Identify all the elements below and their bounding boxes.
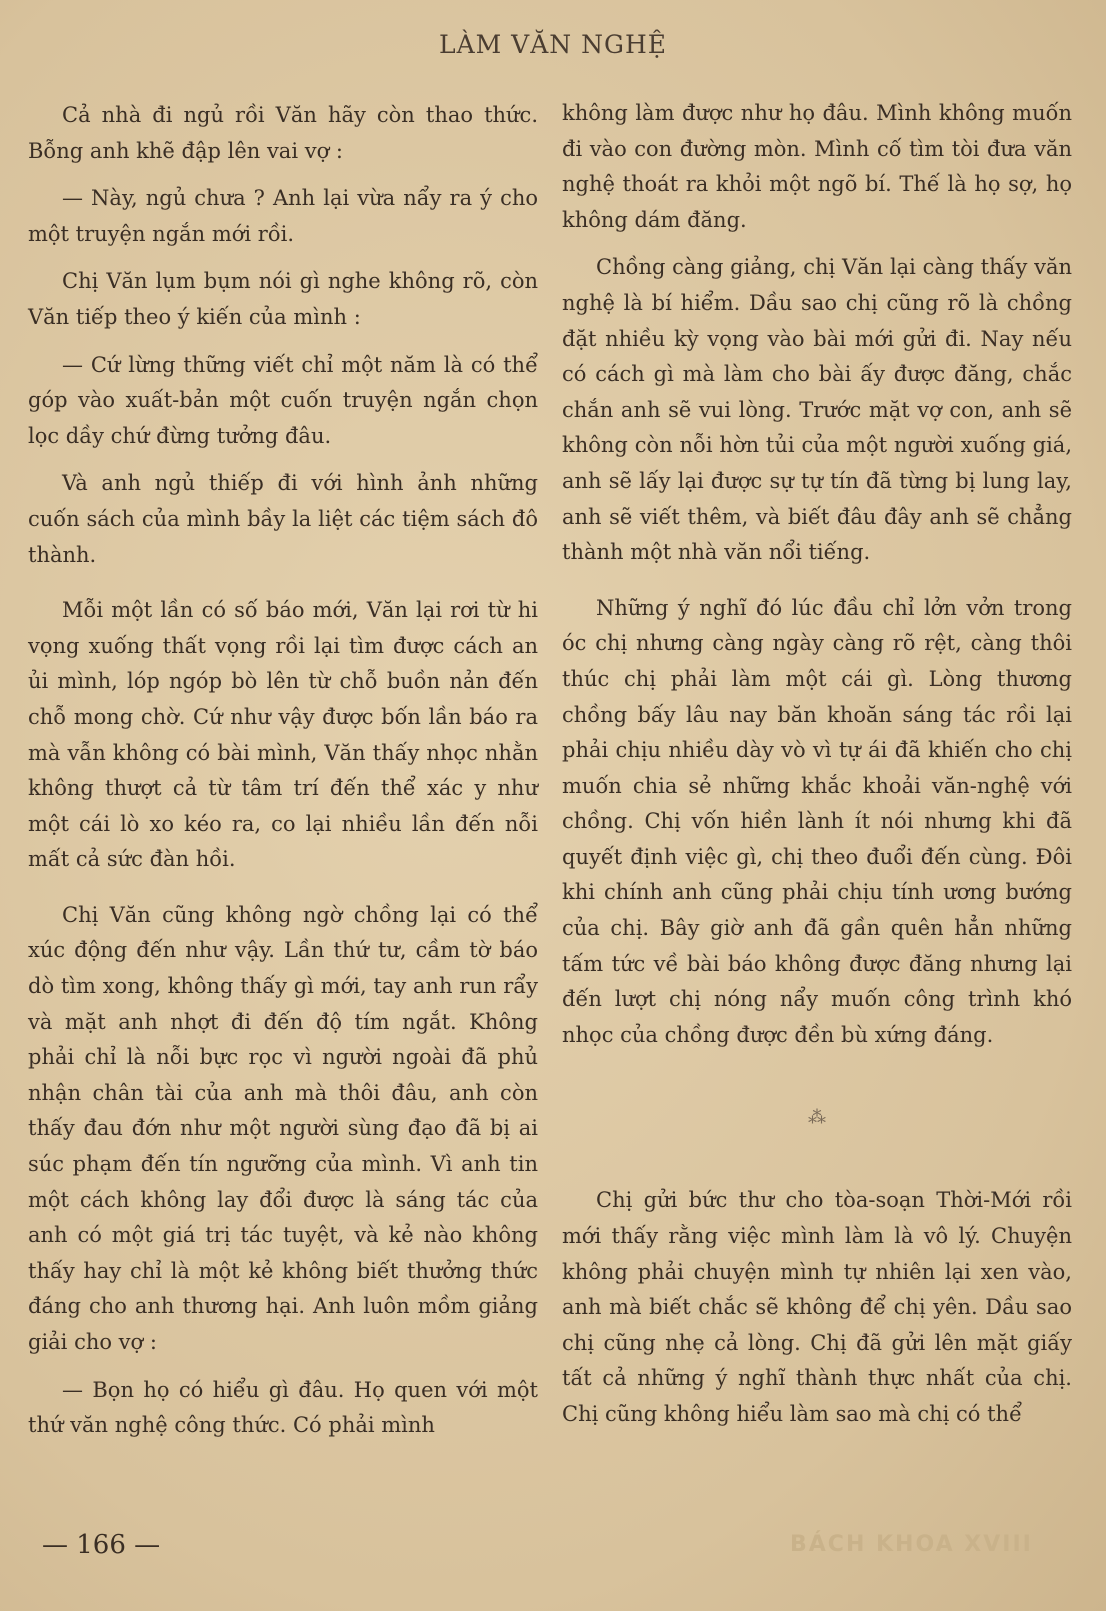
paragraph: Và anh ngủ thiếp đi với hình ảnh những cuốn sách của mình bầy la liệt các tiệm sách đô thành. <box>28 471 538 567</box>
paragraph: — Này, ngủ chưa ? Anh lại vừa nẩy ra ý cho một truyện ngắn mới rồi. <box>28 186 538 246</box>
paragraph: không làm được như họ đâu. Mình không muốn đi vào con đường mòn. Mình cố tìm tòi đưa văn nghệ thoát ra khỏi một ngõ bí. Thế là họ sợ, họ không dám đăng. <box>562 101 1072 232</box>
running-header: LÀM VĂN NGHỆ <box>438 30 668 59</box>
paragraph: Chồng càng giảng, chị Văn lại càng thấy văn nghệ là bí hiểm. Dầu sao chị cũng rõ là chồng đặt nhiều kỳ vọng vào bài mới gửi đi. Nay nếu có cách gì mà làm cho bài ấy được đăng, chắc chắn anh sẽ vui lòng. Trước mặt vợ con, anh sẽ không còn nỗi hờn tủi của một người xuống giá, anh sẽ lấy lại được sự tự tín đã từng bị lung lay, anh sẽ viết thêm, và biết đâu đây anh sẽ chẳng thành một nhà văn nổi tiếng. <box>562 255 1072 565</box>
paragraph: Cả nhà đi ngủ rồi Văn hãy còn thao thức. Bỗng anh khẽ đập lên vai vợ : <box>28 103 538 163</box>
left-column <box>28 98 538 1444</box>
section-separator: ⁂ <box>808 1107 826 1129</box>
page-number: — 166 — <box>42 1530 161 1560</box>
paragraph: Chị gửi bức thư cho tòa-soạn Thời-Mới rồi mới thấy rằng việc mình làm là vô lý. Chuyện không phải chuyện mình tự nhiên lại xen vào, anh mà biết chắc sẽ không để chị yên. Dầu sao chị cũng nhẹ cả lòng. Chị đã gửi lên mặt giấy tất cả những ý nghĩ thành thực nhất của chị. Chị cũng không hiểu làm sao mà chị có thể <box>562 1188 1072 1426</box>
journal-footer: BÁCH KHOA XVIII <box>790 1532 1033 1557</box>
paragraph: Những ý nghĩ đó lúc đầu chỉ lởn vởn trong óc chị nhưng càng ngày càng rõ rệt, càng thôi thúc chị phải làm một cái gì. Lòng thương chồng bấy lâu nay băn khoăn sáng tác rồi lại phải chịu nhiều dày vò vì tự ái đã khiến cho chị muốn chia sẻ những khắc khoải văn-nghệ với chồng. Chị vốn hiền lành ít nói nhưng khi đã quyết định việc gì, chị theo đuổi đến cùng. Đôi khi chính anh cũng phải chịu tính ương bướng của chị. Bây giờ anh đã gần quên hẳn những tấm tức về bài báo không được đăng nhưng lại đến lượt chị nóng nẩy muốn công trình khó nhọc của chồng được đền bù xứng đáng. <box>562 595 1072 1047</box>
paragraph: Chị Văn lụm bụm nói gì nghe không rõ, còn Văn tiếp theo ý kiến của mình : <box>28 269 538 329</box>
paragraph: Mỗi một lần có số báo mới, Văn lại rơi từ hi vọng xuống thất vọng rồi lại tìm được cách an ủi mình, lóp ngóp bò lên từ chỗ buồn nản đến chỗ mong chờ. Cứ như vậy được bốn lần báo ra mà vẫn không có bài mình, Văn thấy nhọc nhằn không thượt cả từ tâm trí đến thể xác y như một cái lò xo kéo ra, co lại nhiều lần đến nỗi mất cả sức đàn hồi. <box>28 598 538 872</box>
paragraph: — Bọn họ có hiểu gì đâu. Họ quen với một thứ văn nghệ công thức. Có phải mình <box>28 1377 538 1438</box>
paragraph: — Cứ lừng thững viết chỉ một năm là có thể góp vào xuất-bản một cuốn truyện ngắn chọn lọc dầy chứ đừng tưởng đâu. <box>28 352 538 448</box>
right-column <box>562 96 1072 1433</box>
paragraph: Chị Văn cũng không ngờ chồng lại có thể xúc động đến như vậy. Lần thứ tư, cầm tờ báo dò tìm xong, không thấy gì mới, tay anh run rẩy và mặt anh nhợt đi đến độ tím ngắt. Không phải chỉ là nỗi bực rọc vì người ngoài đã phủ nhận chân tài của anh mà thôi đâu, anh còn thấy đau đớn như một người sùng đạo đã bị ai súc phạm đến tín ngưỡng của mình. Vì anh tin một cách không lay đổi được là sáng tác của anh có một giá trị tác tuyệt, và kẻ nào không thấy hay chỉ là một kẻ không biết thưởng thức đáng cho anh thương hại. Anh luôn mồm giảng giải cho vợ : <box>28 902 538 1354</box>
